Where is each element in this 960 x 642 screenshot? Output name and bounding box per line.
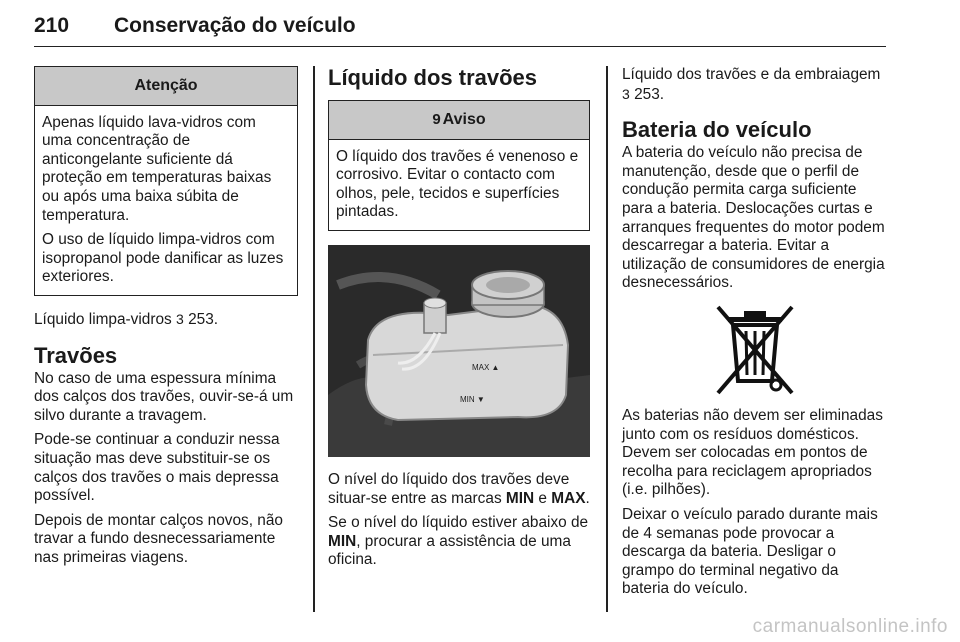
warning-paragraph: O líquido dos travões é venenoso e corrosivo. Evitar o contacto com olhos, pele, tecidos e superfícies pintadas.: [336, 147, 579, 221]
warning-box-title: [329, 101, 589, 140]
text-run: , procurar a assistência de uma oficina.: [328, 532, 571, 569]
text-run: O nível do líquido dos travões deve situar-se entre as marcas: [328, 470, 570, 507]
page-reference-arrow: 3: [176, 310, 184, 327]
battery-paragraph-1: A bateria do veículo não precisa de manutenção, desde que o perfil de condução permita carga suficiente para a bateria. Deslocações curtas e arranques frequentes do motor podem descarregar a bateria. Evitar a utilização de consumidores de energia desnecessários.: [622, 144, 885, 292]
battery-paragraph-2: As baterias não devem ser eliminadas junto com os resíduos domésticos. Devem ser colocadas em pontos de recolha para reciclagem apropriados (i.e. pilhões).: [622, 406, 883, 499]
column-1: [34, 66, 298, 573]
page-reference-number[interactable]: 253.: [188, 310, 219, 328]
max-mark-text: MAX: [551, 489, 586, 507]
column-2: [328, 66, 590, 576]
min-mark-text: MIN: [328, 532, 357, 550]
section-heading-brakes: Travões: [34, 342, 118, 368]
reference-text: Líquido limpa-vidros: [34, 310, 172, 328]
warning-triangle-icon: 9: [432, 111, 441, 128]
text-run: e: [538, 489, 547, 507]
attention-box-body: [35, 106, 297, 295]
text-run: Se o nível do líquido estiver abaixo de: [328, 514, 589, 532]
brake-fluid-paragraph-2: [328, 514, 590, 570]
text-run: .: [585, 489, 590, 507]
brakes-paragraph-1: No caso de uma espessura mínima dos calços dos travões, ouvir-se-á um silvo durante a travagem.: [34, 369, 294, 424]
brakes-paragraph-2: Pode-se continuar a conduzir nessa situação mas deve substituir-se os calços dos travões o mais depressa possível.: [34, 431, 280, 505]
min-mark-text: MIN: [505, 489, 535, 507]
reference-text: Líquido dos travões e da embraiagem: [622, 66, 881, 83]
watermark: carmanualsonline.info: [752, 616, 948, 637]
battery-paragraph-3: Deixar o veículo parado durante mais de 4 semanas pode provocar a descarga da bateria. Desligar o grampo do terminal negativo da bateria do veículo.: [622, 505, 878, 598]
brakes-paragraph-3: Depois de montar calços novos, não travar a fundo desnecessariamente nas primeiras viagens.: [34, 511, 283, 566]
page-header: [34, 14, 886, 47]
warning-box-label: Aviso: [442, 111, 486, 128]
page-reference-number[interactable]: 253.: [634, 85, 665, 103]
chapter-title: Conservação do veículo: [114, 14, 356, 37]
attention-box-title: Atenção: [35, 67, 297, 106]
washer-fluid-reference: [34, 310, 298, 330]
attention-box: [34, 66, 298, 296]
brake-fluid-paragraph-1: [328, 471, 590, 508]
column-divider-2: [606, 66, 608, 612]
attention-paragraph-1: Apenas líquido lava-vidros com uma concentração de anticongelante suficiente dá proteção em temperaturas baixas ou após uma baixa súbita de temperatura.: [42, 113, 272, 224]
reservoir-illustration: [328, 245, 590, 457]
page-number: 210: [34, 14, 70, 37]
column-3: [622, 66, 888, 605]
min-mark-label: MIN ▼: [460, 394, 485, 404]
warning-box-body: [329, 140, 589, 230]
brake-fluid-reservoir-image: [328, 245, 590, 457]
brake-clutch-fluid-reference: [622, 66, 888, 104]
crossed-out-bin-icon: [714, 301, 796, 397]
column-divider-1: [313, 66, 315, 612]
section-heading-brake-fluid: Líquido dos travões: [328, 65, 538, 90]
section-heading-battery: Bateria do veículo: [622, 117, 812, 143]
warning-box: [328, 100, 590, 231]
page-reference-arrow: 3: [622, 85, 630, 102]
max-mark-label: MAX ▲: [472, 362, 500, 372]
attention-paragraph-2: O uso de líquido limpa-vidros com isopropanol pode danificar as luzes exteriores.: [42, 231, 284, 286]
